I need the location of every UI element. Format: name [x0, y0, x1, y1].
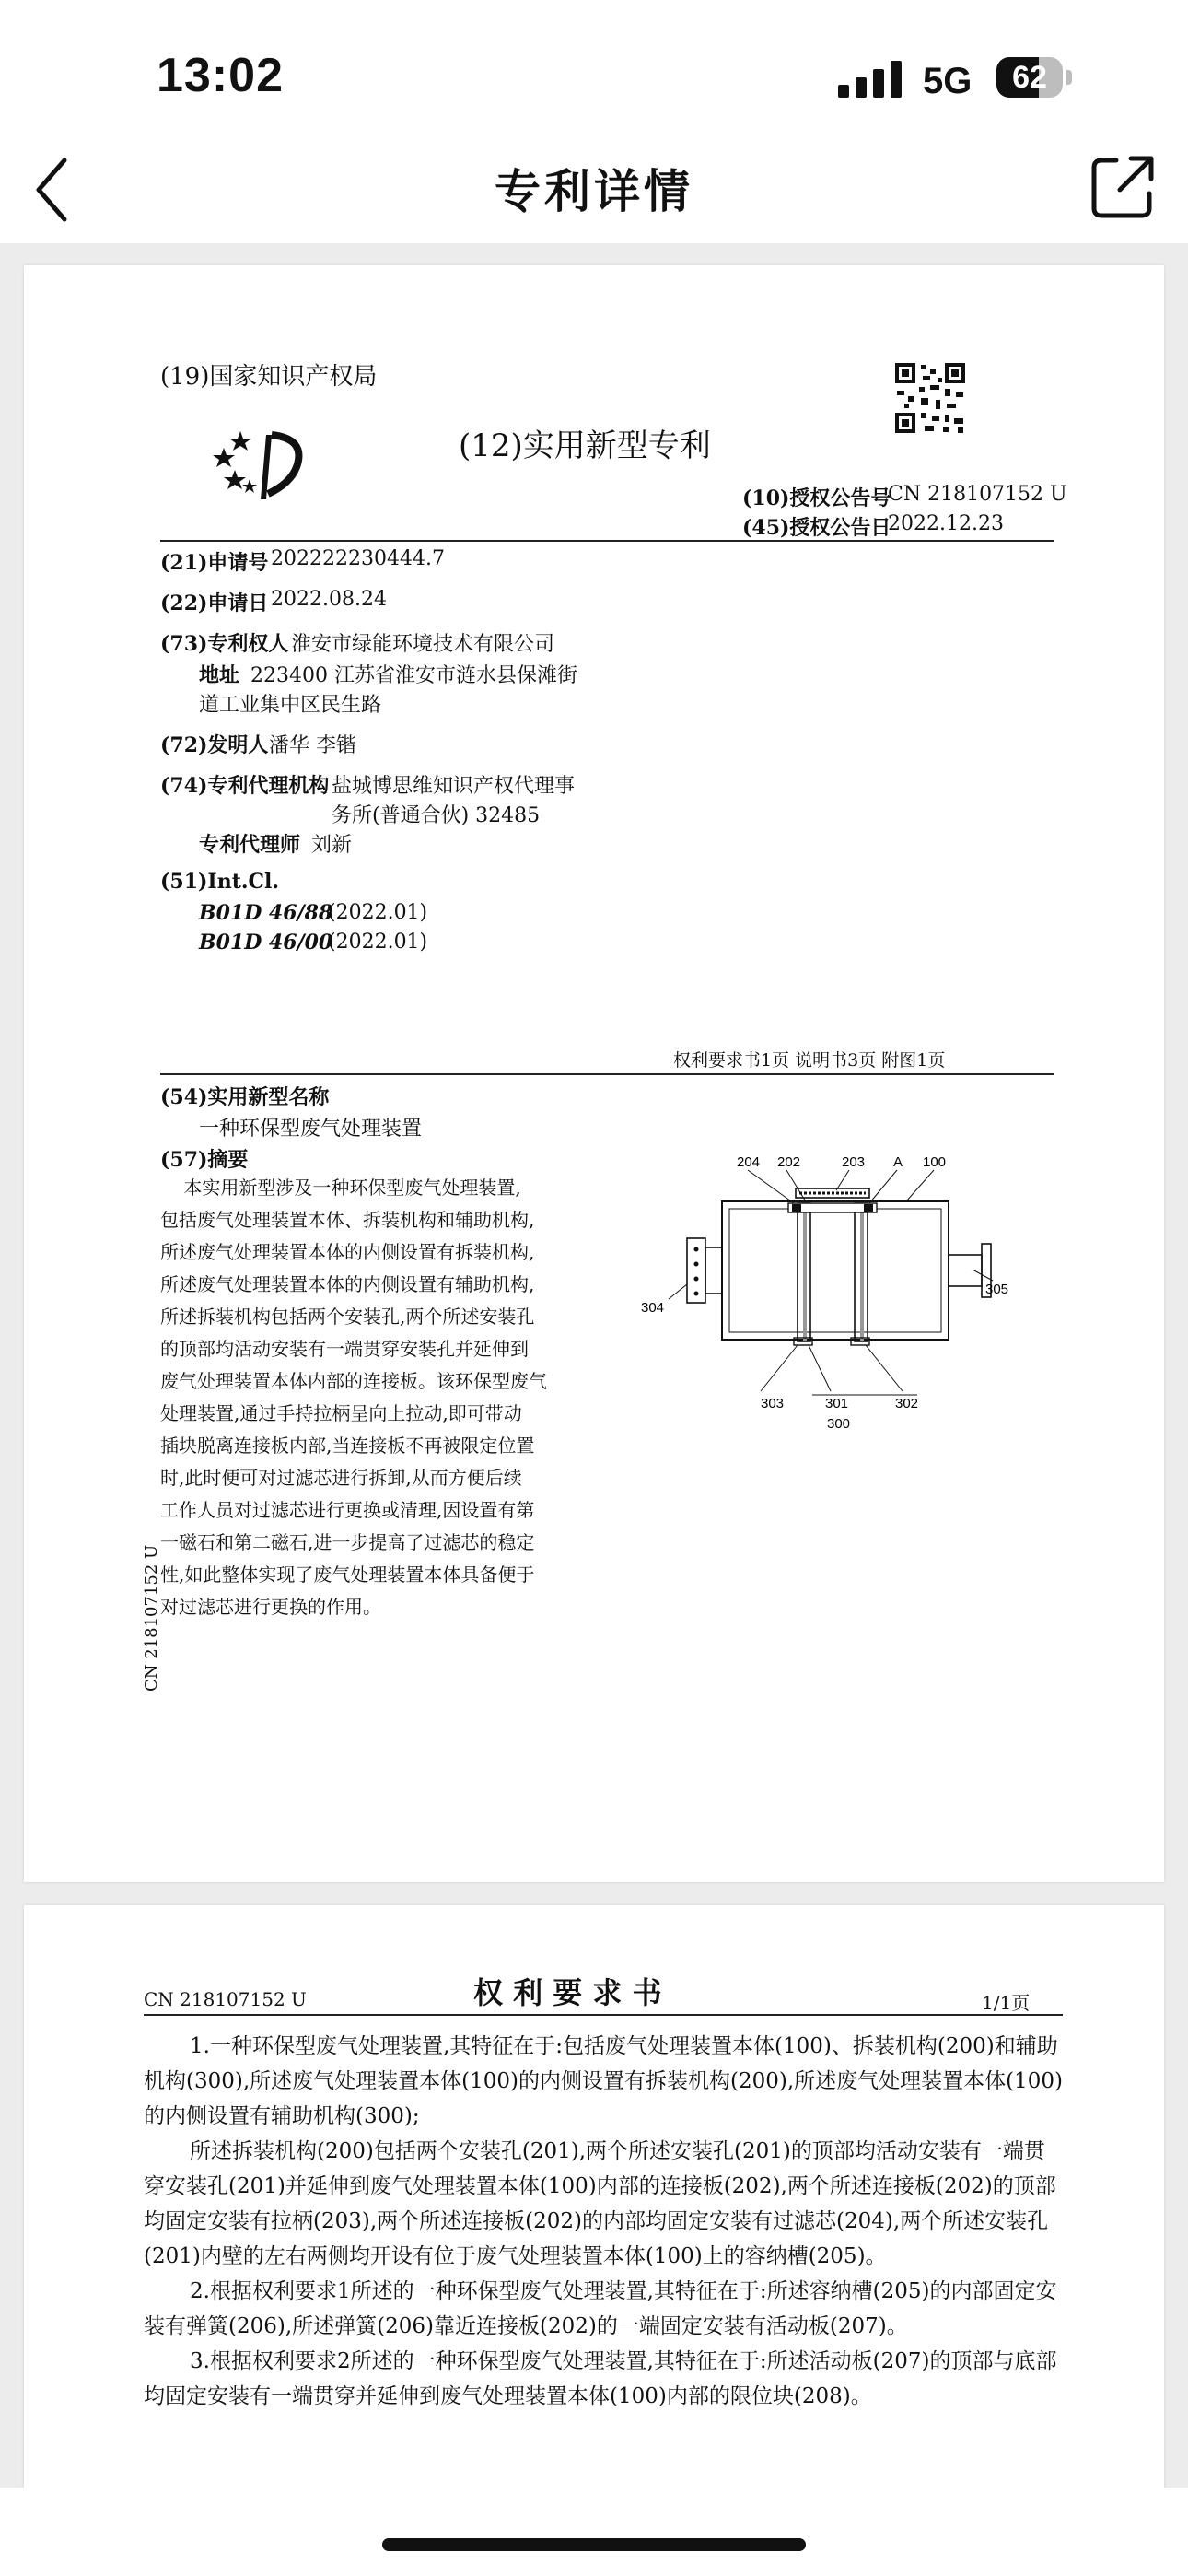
abstract-line: 时,此时便可对过滤芯进行拆卸,从而方便后续 [160, 1467, 522, 1489]
abstract-text [160, 1172, 611, 1623]
address-line-2: 道工业集中区民生路 [199, 694, 382, 717]
abstract-line: 一磁石和第二磁石,进一步提高了过滤芯的稳定 [160, 1531, 535, 1553]
figure-label: 100 [923, 1154, 947, 1170]
abstract-line: 工作人员对过滤芯进行更换或清理,因设置有第 [160, 1499, 535, 1521]
network-label: 5G [923, 61, 973, 101]
agency-line-1: 盐城博思维知识产权代理事 [332, 775, 576, 798]
app-no-label: (21)申请号 [160, 551, 269, 575]
utility-name-label: (54)实用新型名称 [160, 1085, 330, 1109]
figure-label: 305 [985, 1282, 1009, 1297]
figure-label: A [893, 1154, 903, 1170]
page-title: 专利详情 [495, 165, 693, 218]
divider [160, 1073, 1054, 1075]
agent: 刘新 [311, 834, 353, 857]
figure-label: 202 [777, 1154, 801, 1170]
status-bar [0, 0, 1188, 147]
grant-date-label: (45)授权公告日 [742, 516, 891, 540]
address-label: 地址 [199, 663, 240, 687]
nav-bar [0, 147, 1188, 243]
document-type: (12)实用新型专利 [459, 427, 711, 464]
figure-label: 300 [827, 1416, 851, 1432]
claims-title: 权 利 要 求 书 [473, 1975, 662, 2010]
battery-level: 62 [1012, 60, 1047, 95]
page-header-number: CN 218107152 U [144, 1988, 307, 2010]
app-no: 202222230444.7 [271, 547, 445, 570]
claim-paragraph: 3.根据权利要求2所述的一种环保型废气处理装置,其特征在于:所述活动板(207)的顶部与底部均固定安装有一端贯穿并延伸到废气处理装置本体(100)内部的限位块(208)。 [144, 2349, 1057, 2408]
device-drawing [641, 1146, 1009, 1478]
claim-paragraph: 1.一种环保型废气处理装置,其特征在于:包括废气处理装置本体(100)、拆装机构(200)和辅助机构(300),所述废气处理装置本体(100)的内侧设置有拆装机构(200),所述废气处理装置本体(100)的内侧设置有辅助机构(300); [144, 2034, 1064, 2128]
int-cl-label: (51)Int.Cl. [160, 870, 280, 894]
divider [144, 2014, 1063, 2016]
abstract-line: 插块脱离连接板内部,当连接板不再被限定位置 [160, 1434, 535, 1457]
ipc-version-1: (2022.01) [328, 901, 428, 924]
figure-label: 303 [761, 1396, 785, 1411]
grant-pub-no-label: (10)授权公告号 [742, 486, 891, 510]
patentee: 淮安市绿能环境技术有限公司 [291, 633, 555, 656]
grant-date: 2022.12.23 [888, 512, 1004, 535]
figure-label: 304 [641, 1300, 665, 1316]
figure-label: 203 [842, 1154, 866, 1170]
ipc-code-1: B01D 46/88 [199, 901, 333, 925]
figure-label: 302 [895, 1396, 919, 1411]
agent-label: 专利代理师 [199, 833, 301, 857]
abstract-line: 本实用新型涉及一种环保型废气处理装置, [160, 1177, 521, 1199]
bottom-safe-area [0, 2488, 1188, 2576]
divider [160, 540, 1054, 542]
abstract-line: 的顶部均活动安装有一端贯穿安装孔并延伸到 [160, 1338, 529, 1360]
issuing-office: (19)国家知识产权局 [160, 363, 378, 391]
page-counts: 权利要求书1页 说明书3页 附图1页 [673, 1050, 946, 1071]
patent-page-2[interactable] [24, 1905, 1164, 2569]
claim-paragraph: 2.根据权利要求1所述的一种环保型废气处理装置,其特征在于:所述容纳槽(205)的内部固定安装有弹簧(206),所述弹簧(206)靠近连接板(202)的一端固定安装有活动板(207)。 [144, 2279, 1057, 2338]
page-number: 1/1页 [982, 1992, 1031, 2014]
claim-paragraph: 所述拆装机构(200)包括两个安装孔(201),两个所述安装孔(201)的顶部均活动安装有一端贯穿安装孔(201)并延伸到废气处理装置本体(100)内部的连接板(202),两个所述连接板(202)的顶部均固定安装有拉柄(203),两个所述连接板(202)的内部均固定安装有过滤芯(204),两个所述安装孔(201)内壁的左右两侧均开设有位于废气处理装置本体(100)上的容纳槽(205)。 [144, 2139, 1056, 2268]
agency-line-2: 务所(普通合伙) 32485 [332, 804, 541, 827]
home-indicator[interactable] [382, 2538, 806, 2551]
abstract-line: 性,如此整体实现了废气处理装置本体具备便于 [160, 1563, 535, 1586]
abstract-line: 对过滤芯进行更换的作用。 [160, 1596, 381, 1618]
patent-page-1[interactable] [24, 265, 1164, 1882]
share-button[interactable] [1089, 151, 1157, 221]
abstract-line: 包括废气处理装置本体、拆装机构和辅助机构, [160, 1209, 535, 1231]
abstract-line: 所述废气处理装置本体的内侧设置有辅助机构, [160, 1273, 535, 1295]
qr-code [893, 361, 967, 435]
abstract-line: 所述废气处理装置本体的内侧设置有拆装机构, [160, 1241, 535, 1263]
agency-label: (74)专利代理机构 [160, 774, 330, 798]
app-date: 2022.08.24 [271, 588, 387, 611]
signal-icon [838, 61, 903, 98]
abstract-line: 所述拆装机构包括两个安装孔,两个所述安装孔 [160, 1306, 535, 1328]
patentee-label: (73)专利权人 [160, 632, 289, 656]
ipc-version-2: (2022.01) [328, 931, 428, 954]
battery-icon [996, 55, 1072, 101]
inventor-label: (72)发明人 [160, 733, 269, 757]
grant-pub-no: CN 218107152 U [888, 483, 1067, 506]
side-patent-number: CN 218107152 U [142, 1544, 161, 1692]
figure-label: 301 [825, 1396, 849, 1411]
abstract-line: 废气处理装置本体内部的连接板。该环保型废气 [160, 1370, 547, 1392]
app-date-label: (22)申请日 [160, 591, 269, 615]
utility-name: 一种环保型废气处理装置 [199, 1118, 423, 1141]
abstract-line: 处理装置,通过手持拉柄呈向上拉动,即可带动 [160, 1402, 522, 1424]
inventors: 潘华 李锴 [269, 734, 356, 757]
figure-label: 204 [737, 1154, 761, 1170]
address-line-1: 223400 江苏省淮安市涟水县保滩街 [250, 664, 577, 687]
claims-text [144, 2029, 1065, 2414]
abstract-label: (57)摘要 [160, 1148, 249, 1172]
status-time: 13:02 [157, 49, 284, 102]
cnipa-logo [213, 422, 314, 505]
ipc-code-2: B01D 46/00 [199, 931, 333, 954]
